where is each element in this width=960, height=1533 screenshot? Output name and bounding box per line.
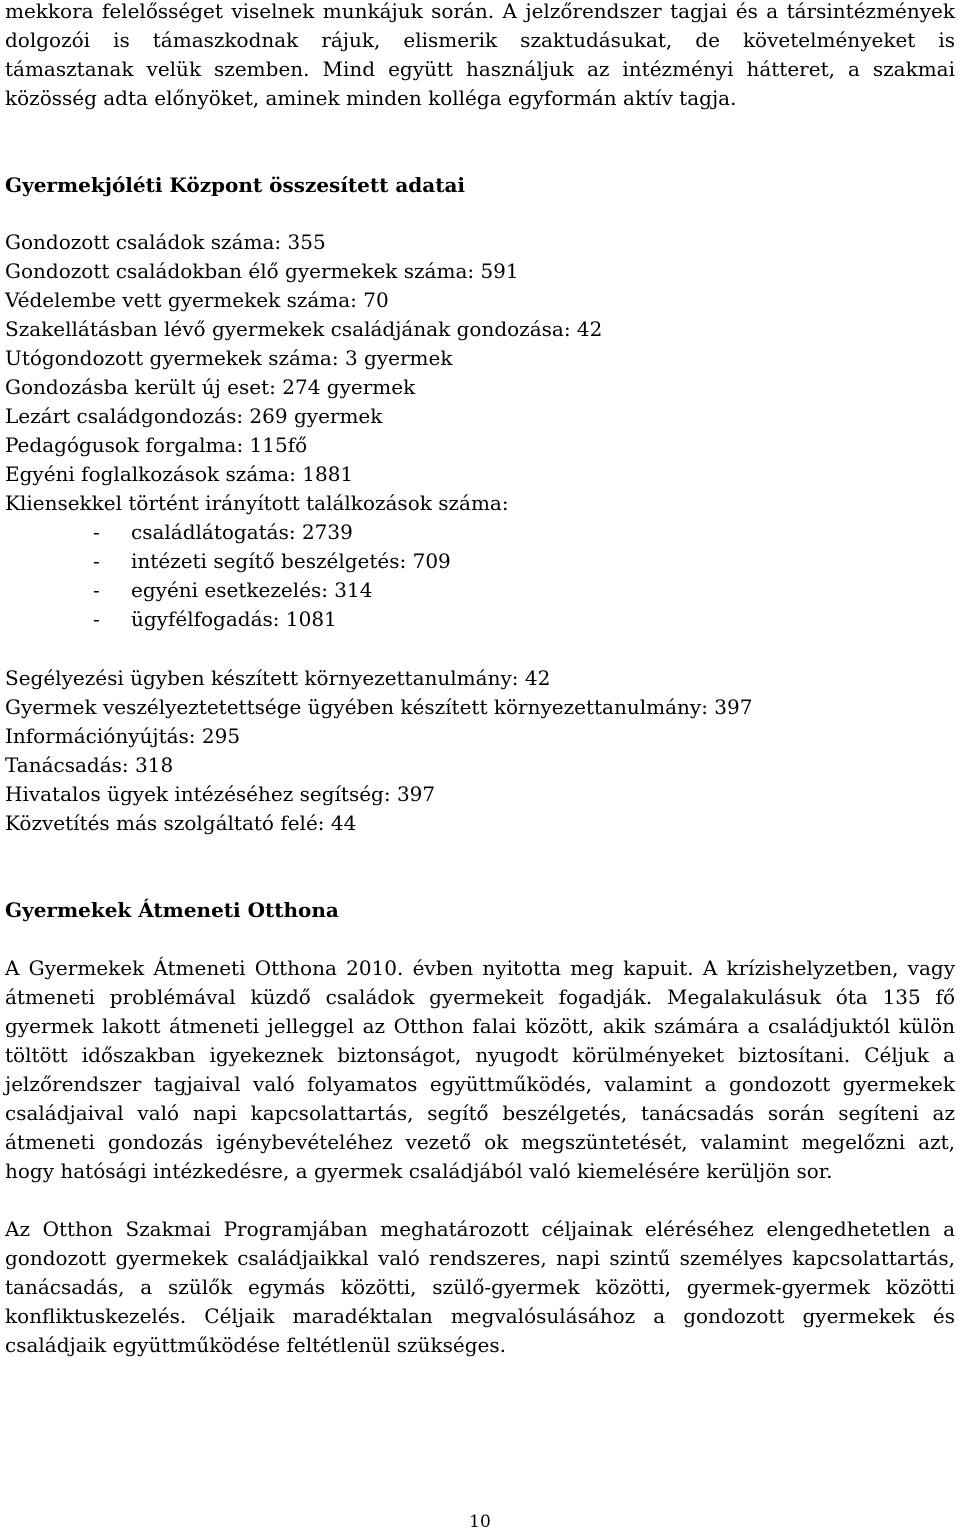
dash-bullet: - (93, 607, 100, 631)
dash-bullet: - (93, 520, 100, 544)
list-item-text: intézeti segítő beszélgetés: 709 (131, 549, 451, 573)
dash-bullet: - (93, 578, 100, 602)
stat-line: Hivatalos ügyek intézéséhez segítség: 397 (5, 782, 436, 806)
stat-line: Gondozott családokban élő gyermekek száma: 591 (5, 259, 519, 283)
otthon-paragraph-1: A Gyermekek Átmeneti Otthona 2010. évben nyitotta meg kapuit. A krízishelyzetben, vagy átmeneti problémával küzdő családok gyermekeit fogadják. Megalakulásuk óta 135 fő gyermek lakott átmeneti jelleggel az Otthon falai között, akik számára a családjuktól külön töltött időszakban igyekeznek biztonságot, nyugodt körülményeket biztosítani. Céljuk a jelzőrendszer tagjaival való folyamatos együttműködés, valamint a gondozott gyermekek családjaival való napi kapcsolattartás, segítő beszélgetés, tanácsadás során segíteni az átmeneti gondozás igénybevételéhez vezető ok megszüntetését, valamint megelőzni azt, hogy hatósági intézkedésre, a gyermek családjából való kiemelésére kerüljön sor. (5, 956, 955, 1183)
section-title-gyermekjoleti-kozpont: Gyermekjóléti Központ összesített adatai (5, 173, 466, 197)
statistics-list (5, 228, 602, 634)
stat-line: Közvetítés más szolgáltató felé: 44 (5, 811, 357, 835)
stat-line: Tanácsadás: 318 (5, 753, 174, 777)
statistics-list-secondary (5, 664, 752, 838)
stat-line: Védelembe vett gyermekek száma: 70 (5, 288, 389, 312)
stat-line: Szakellátásban lévő gyermekek családjának gondozása: 42 (5, 317, 603, 341)
dash-bullet: - (93, 549, 100, 573)
list-item (5, 605, 602, 634)
stat-line: Egyéni foglalkozások száma: 1881 (5, 462, 354, 486)
stat-line: Kliensekkel történt irányított találkozások száma: (5, 491, 509, 515)
stat-line: Gondozott családok száma: 355 (5, 230, 326, 254)
stat-line: Pedagógusok forgalma: 115fő (5, 433, 308, 457)
otthon-paragraph-2: Az Otthon Szakmai Programjában meghatározott céljainak eléréséhez elengedhetetlen a gondozott gyermekek családjaikkal való rendszeres, napi szintű személyes kapcsolattartás, tanácsadás, a szülők egymás közötti, szülő-gyermek közötti, gyermek-gyermek közötti konfliktuskezelés. Céljaik maradéktalan megvalósulásához a gondozott gyermekek és családjaik együttműködése feltétlenül szükséges. (5, 1217, 955, 1357)
section-title-atmeneti-otthon: Gyermekek Átmeneti Otthona (5, 898, 339, 922)
list-item-text: ügyfélfogadás: 1081 (131, 607, 337, 631)
stat-line: Segélyezési ügyben készített környezettanulmány: 42 (5, 666, 551, 690)
stat-line: Információnyújtás: 295 (5, 724, 241, 748)
list-item (5, 576, 602, 605)
list-item-text: egyéni esetkezelés: 314 (131, 578, 373, 602)
intro-paragraph: mekkora felelősséget viselnek munkájuk során. A jelzőrendszer tagjai és a társintézmények dolgozói is támaszkodnak rájuk, elismerik szaktudásukat, de követelményeket is támasztanak velük szemben. Mind együtt használjuk az intézményi hátteret, a szakmai közösség adta előnyöket, aminek minden kolléga egyformán aktív tagja. (5, 0, 955, 110)
stat-line: Utógondozott gyermekek száma: 3 gyermek (5, 346, 453, 370)
page-number: 10 (469, 1512, 491, 1532)
meeting-types-list (5, 518, 602, 634)
stat-line: Gyermek veszélyeztetettsége ügyében készített környezettanulmány: 397 (5, 695, 753, 719)
list-item (5, 547, 602, 576)
list-item (5, 518, 602, 547)
stat-line: Gondozásba került új eset: 274 gyermek (5, 375, 416, 399)
stat-line: Lezárt családgondozás: 269 gyermek (5, 404, 383, 428)
list-item-text: családlátogatás: 2739 (131, 520, 353, 544)
